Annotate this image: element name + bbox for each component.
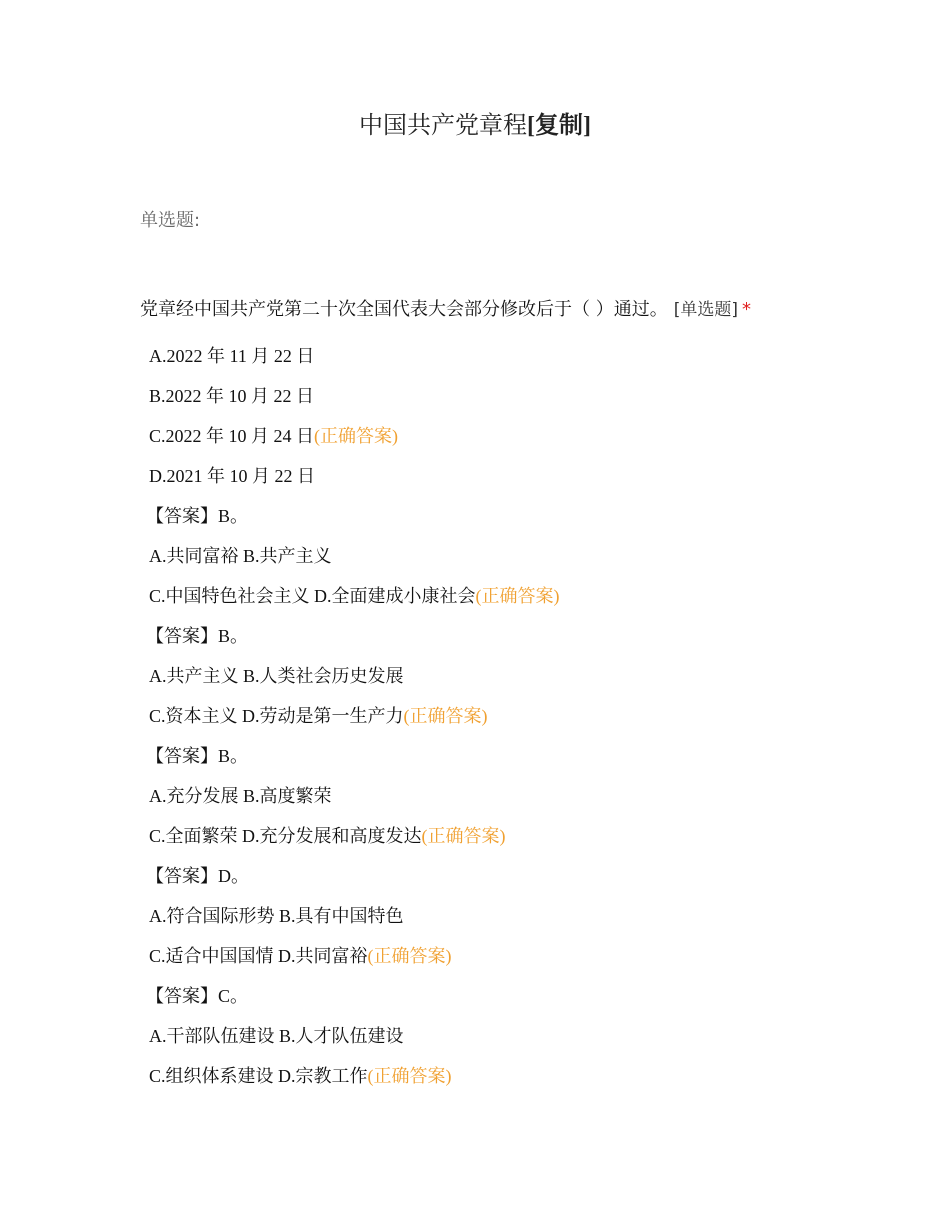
option-text: C.2022 年 10 月 24 日	[149, 426, 315, 446]
option-line	[149, 1063, 909, 1103]
option-line	[149, 903, 909, 943]
question-type-tag: [单选题]	[673, 300, 738, 320]
option-text: B.2022 年 10 月 22 日	[149, 386, 315, 406]
option-text: A.共产主义 B.人类社会历史发展	[149, 666, 404, 686]
option-text: A.共同富裕 B.共产主义	[149, 546, 332, 566]
option-line	[149, 943, 909, 983]
option-line	[149, 1023, 909, 1063]
answer-text: 【答案】B。	[146, 506, 249, 526]
answer-line	[146, 503, 909, 543]
option-text: A.干部队伍建设 B.人才队伍建设	[149, 1026, 404, 1046]
option-line	[149, 663, 909, 703]
option-text: C.组织体系建设 D.宗教工作	[149, 1066, 368, 1086]
option-line	[149, 543, 909, 583]
correct-answer-mark: (正确答案)	[403, 706, 488, 726]
option-line	[149, 823, 909, 863]
option-text: C.全面繁荣 D.充分发展和高度发达	[149, 826, 422, 846]
option-line	[149, 463, 909, 503]
correct-answer-mark: (正确答案)	[314, 426, 399, 446]
title-main: 中国共产党章程	[359, 113, 527, 139]
correct-answer-mark: (正确答案)	[475, 586, 560, 606]
answer-text: 【答案】D。	[146, 866, 249, 886]
option-line	[149, 383, 909, 423]
answer-line	[146, 863, 909, 903]
option-text: C.适合中国国情 D.共同富裕	[149, 946, 368, 966]
question-heading	[140, 297, 840, 323]
page-title	[0, 110, 950, 142]
option-line	[149, 343, 909, 383]
question-text: 党章经中国共产党第二十次全国代表大会部分修改后于（ ）通过。	[140, 299, 668, 320]
option-line	[149, 703, 909, 743]
answer-line	[146, 983, 909, 1023]
correct-answer-mark: (正确答案)	[367, 946, 452, 966]
option-text: D.2021 年 10 月 22 日	[149, 466, 315, 486]
option-line	[149, 423, 909, 463]
option-text: C.中国特色社会主义 D.全面建成小康社会	[149, 586, 476, 606]
correct-answer-mark: (正确答案)	[367, 1066, 452, 1086]
option-text: A.符合国际形势 B.具有中国特色	[149, 906, 404, 926]
option-line	[149, 783, 909, 823]
option-text: A.2022 年 11 月 22 日	[149, 346, 315, 366]
answer-line	[146, 623, 909, 663]
option-text: C.资本主义 D.劳动是第一生产力	[149, 706, 404, 726]
correct-answer-mark: (正确答案)	[421, 826, 506, 846]
option-lines	[146, 343, 909, 1103]
option-line	[149, 583, 909, 623]
answer-line	[146, 743, 909, 783]
section-label: 单选题:	[140, 210, 201, 231]
option-text: A.充分发展 B.高度繁荣	[149, 786, 332, 806]
required-mark: *	[741, 299, 751, 320]
answer-text: 【答案】C。	[146, 986, 249, 1006]
answer-text: 【答案】B。	[146, 746, 249, 766]
title-suffix: [复制]	[527, 113, 591, 139]
answer-text: 【答案】B。	[146, 626, 249, 646]
